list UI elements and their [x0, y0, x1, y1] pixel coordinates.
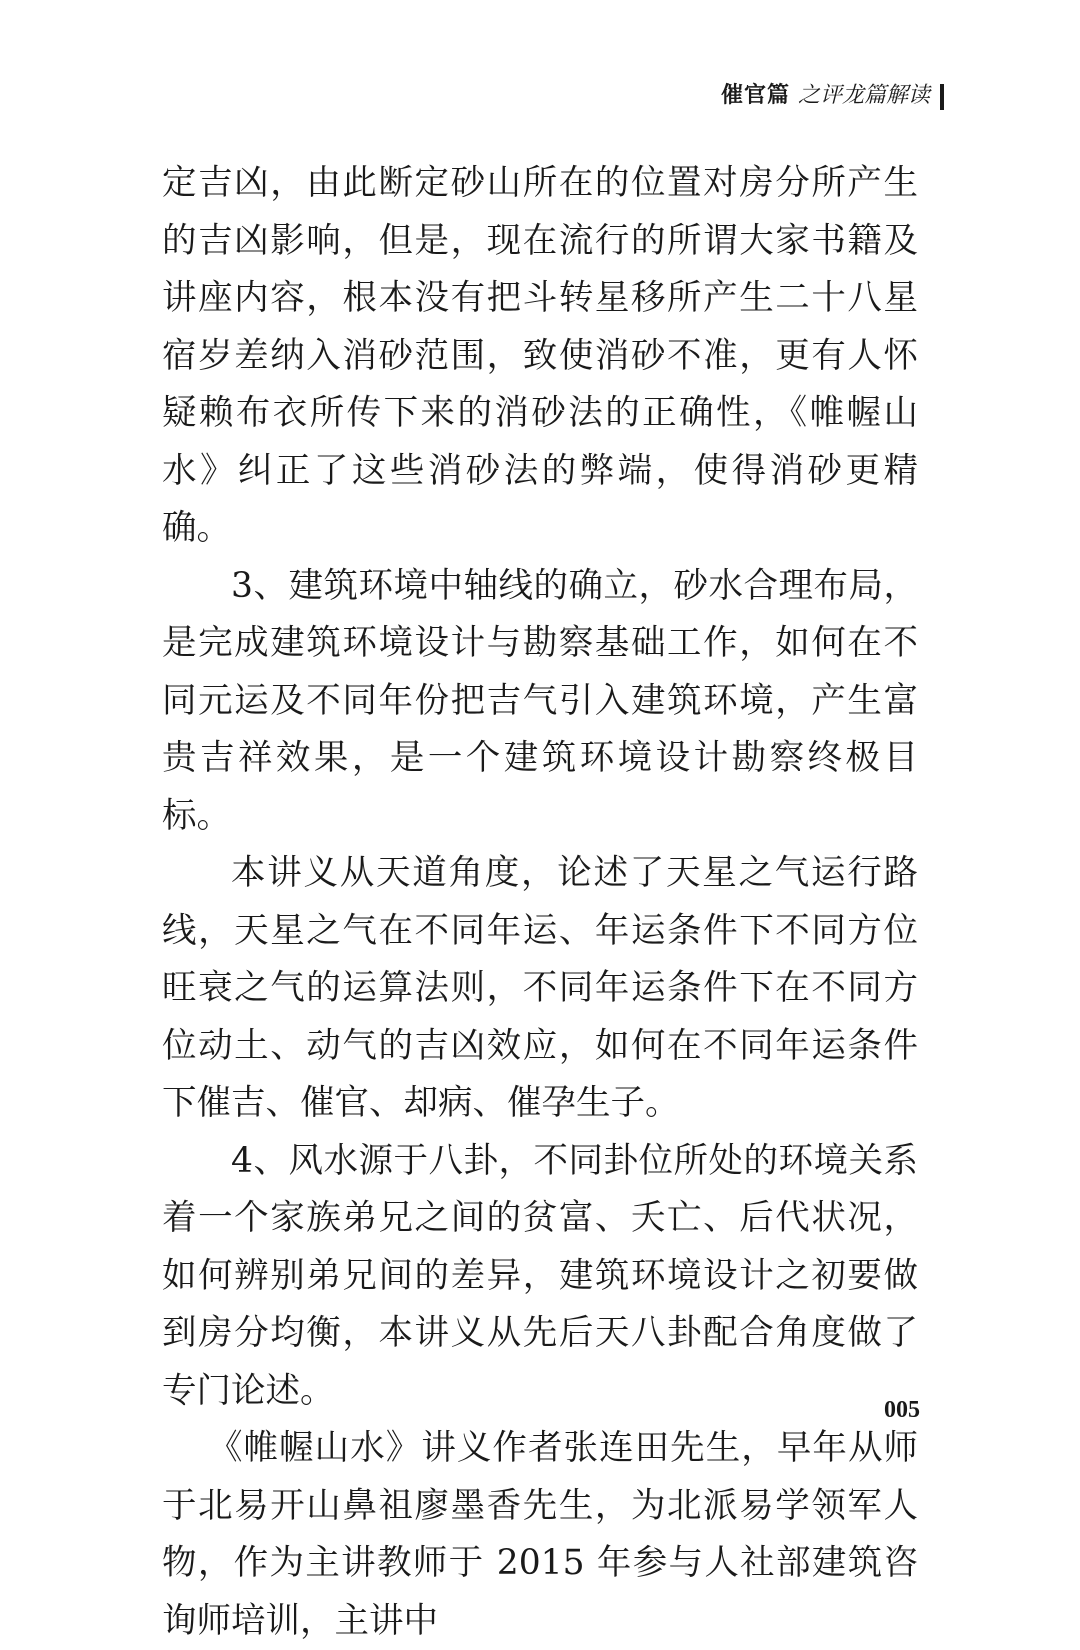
header-divider-bar: [940, 84, 944, 110]
running-header: [721, 80, 930, 112]
page-number: 005: [884, 1397, 920, 1423]
paragraph-author: 《帷幄山水》讲义作者张连田先生，早年从师于北易开山鼻祖廖墨香先生，为北派易学领军人物，作为主讲教师于 2015 年参与人社部建筑咨询师培训，主讲中: [162, 1428, 918, 1641]
paragraph-lecture-notes: 本讲义从天道角度，论述了天星之气运行路线，天星之气在不同年运、年运条件下不同方位旺衰之气的运算法则，不同年运条件下在不同方位动土、动气的吉凶效应，如何在不同年运条件下催吉、催官、却病、催孕生子。: [162, 853, 918, 1123]
body-text: [162, 155, 918, 1650]
header-chapter-title: 之评龙篇解读: [797, 83, 930, 108]
paragraph-item-4: 4、风水源于八卦，不同卦位所处的环境关系着一个家族弟兄之间的贫富、夭亡、后代状况，如何辨别弟兄间的差异，建筑环境设计之初要做到房分均衡，本讲义从先后天八卦配合角度做了专门论述。: [162, 1140, 918, 1411]
header-book-title: 催官篇: [720, 83, 790, 108]
paragraph-continued: 定吉凶，由此断定砂山所在的位置对房分所产生的吉凶影响，但是，现在流行的所谓大家书籍及讲座内容，根本没有把斗转星移所产生二十八星宿岁差纳入消砂范围，致使消砂不准，更有人怀疑赖布衣所传下来的消砂法的正确性，《帷幄山水》纠正了这些消砂法的弊端，使得消砂更精确。: [162, 163, 918, 548]
paragraph-item-3: 3、建筑环境中轴线的确立，砂水合理布局，是完成建筑环境设计与勘察基础工作，如何在不同元运及不同年份把吉气引入建筑环境，产生富贵吉祥效果，是一个建筑环境设计勘察终极目标。: [162, 565, 918, 836]
